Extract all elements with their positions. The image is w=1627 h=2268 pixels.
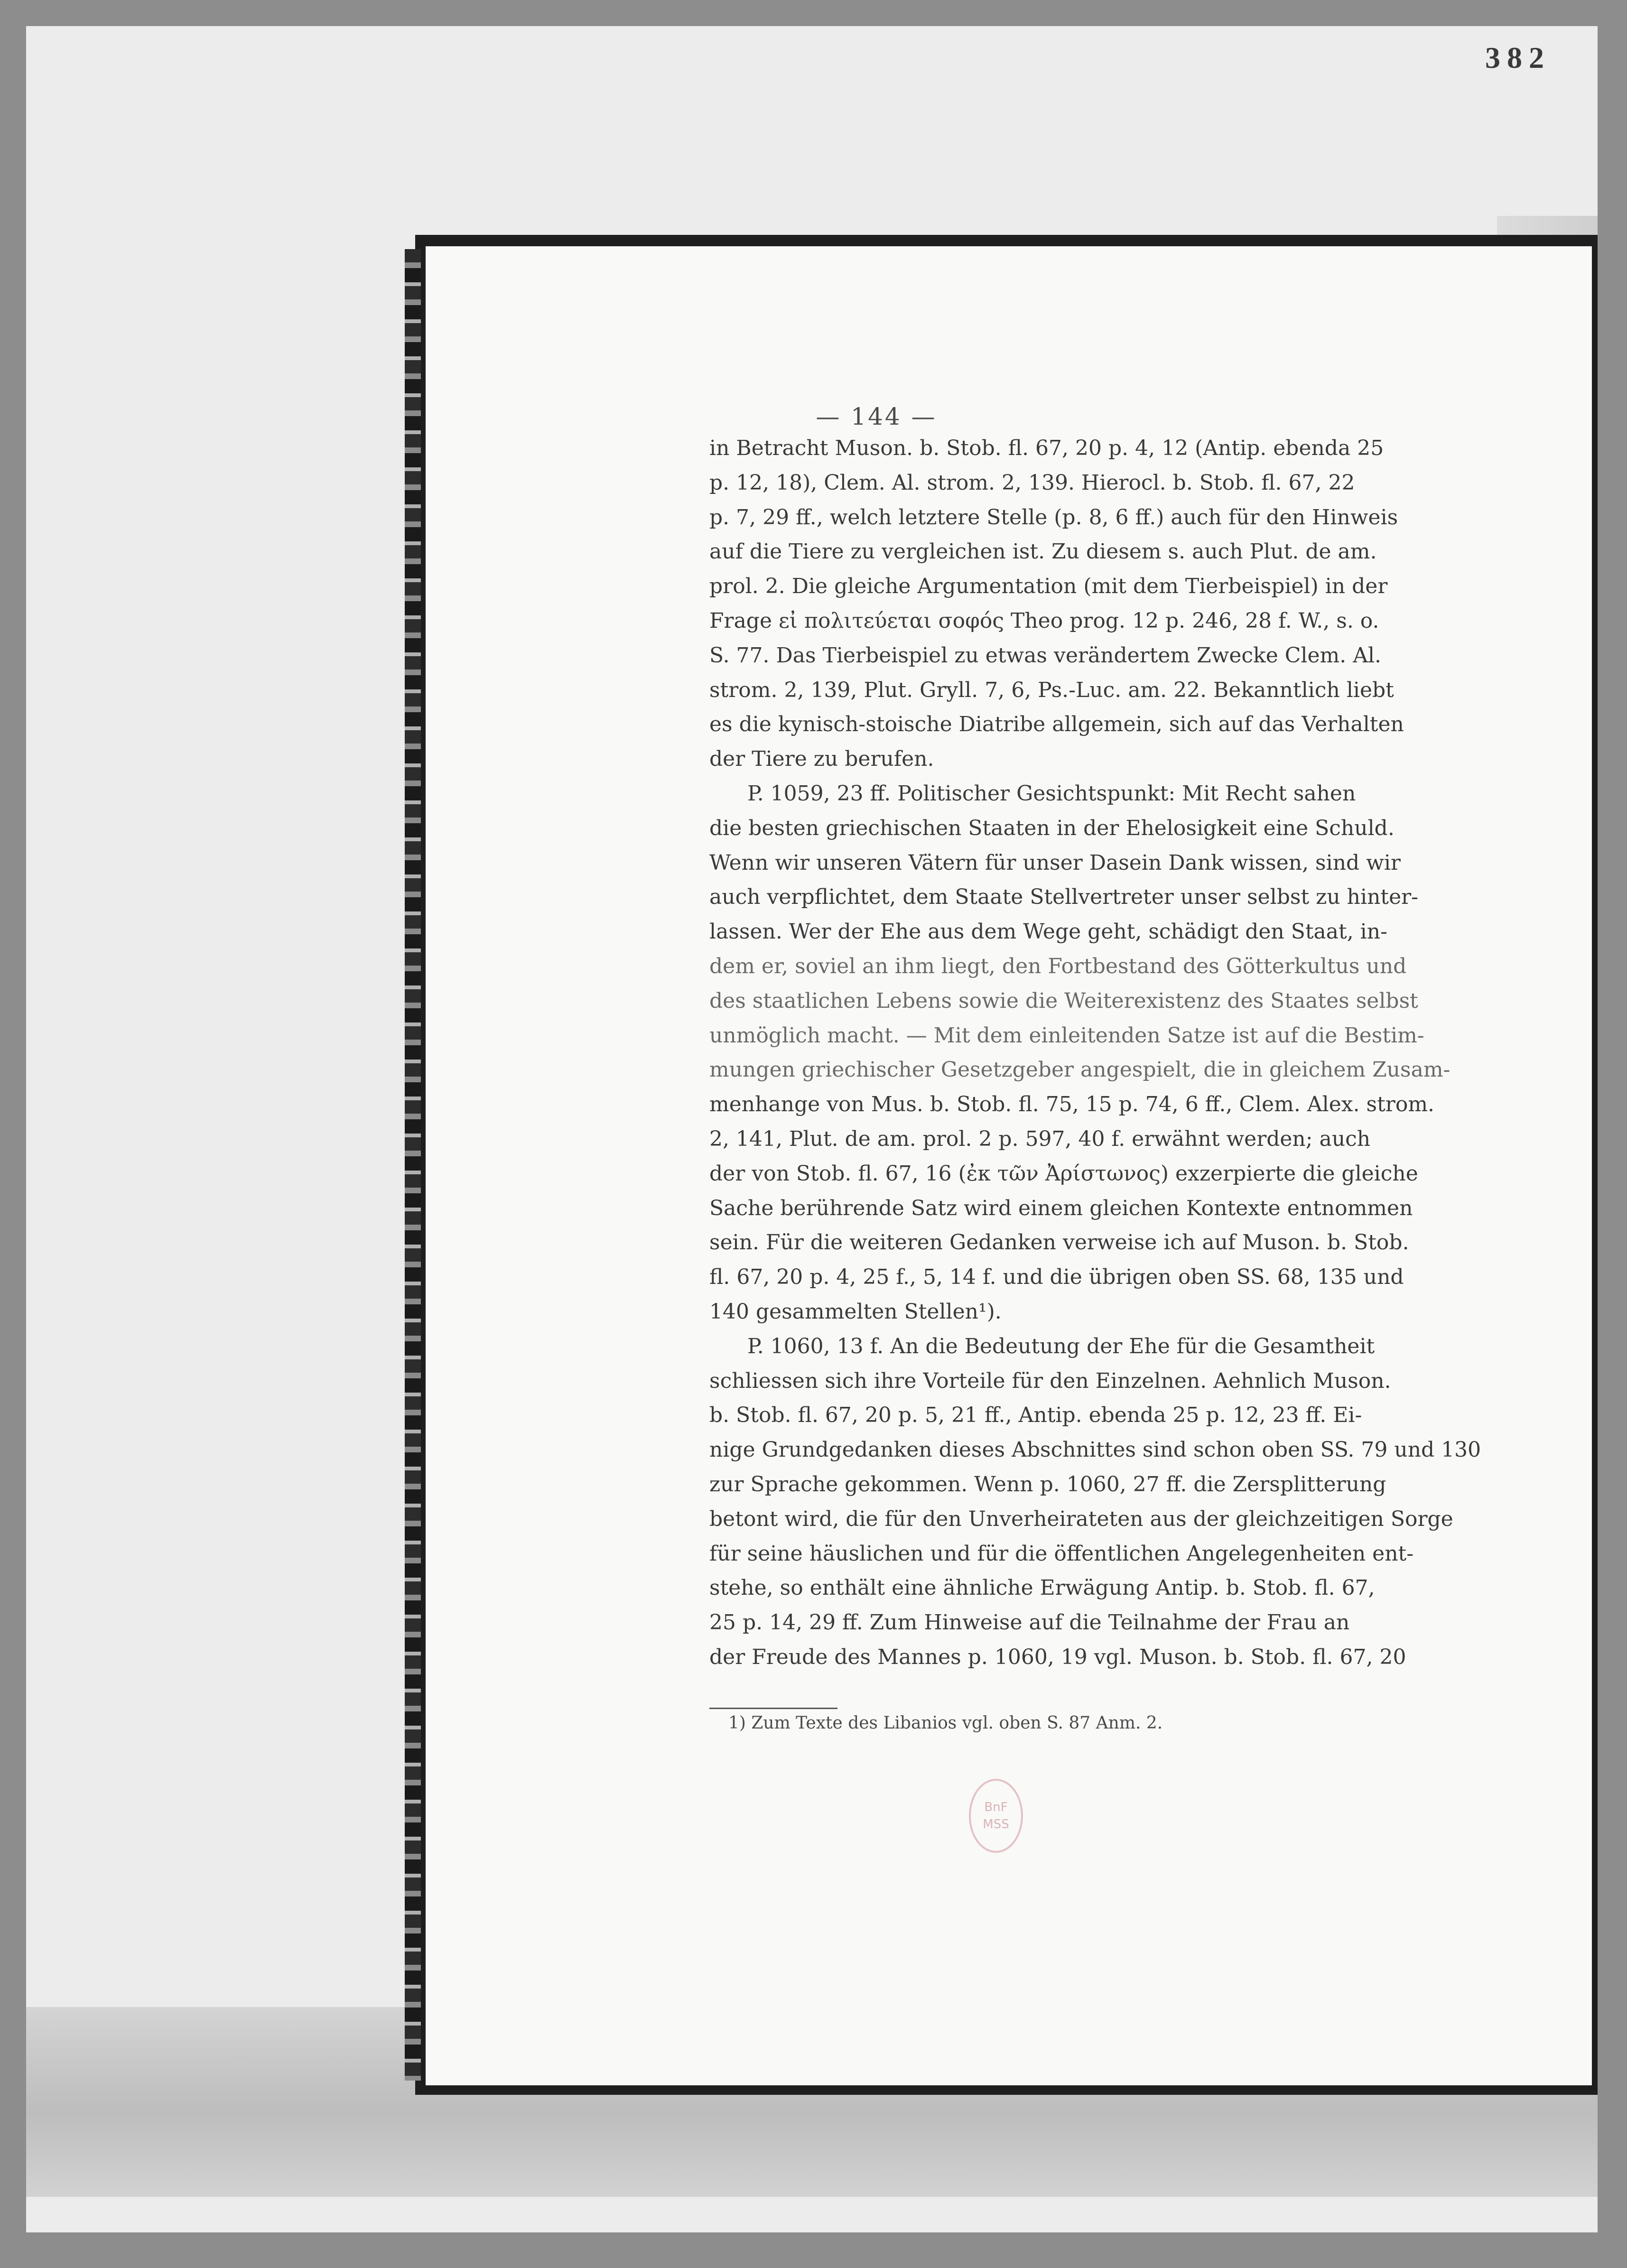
text-line: der von Stob. fl. 67, 16 (ἐκ τῶν Ἀρίστωνος) exzerpierte die gleiche [709, 1161, 1418, 1186]
text-line: die besten griechischen Staaten in der Ehelosigkeit eine Schuld. [709, 816, 1395, 840]
text-line: p. 12, 18), Clem. Al. strom. 2, 139. Hierocl. b. Stob. fl. 67, 22 [709, 470, 1355, 495]
footnote: 1) Zum Texte des Libanios vgl. oben S. 87 Anm. 2. [728, 1713, 1163, 1733]
text-line: Sache berührende Satz wird einem gleichen Kontexte entnommen [709, 1196, 1413, 1220]
paragraph-1 [709, 431, 1499, 777]
text-line: auf die Tiere zu vergleichen ist. Zu diesem s. auch Plut. de am. [709, 539, 1377, 564]
text-line: fl. 67, 20 p. 4, 25 f., 5, 14 f. und die übrigen oben SS. 68, 135 und [709, 1265, 1404, 1290]
text-line: Frage εἰ πολιτεύεται σοφός Theo prog. 12 p. 246, 28 f. W., s. o. [709, 608, 1379, 633]
text-line: für seine häuslichen und für die öffentlichen Angelegenheiten ent- [709, 1541, 1414, 1566]
text-line: nige Grundgedanken dieses Abschnittes sind schon oben SS. 79 und 130 [709, 1438, 1481, 1462]
text-line: dem er, soviel an ihm liegt, den Fortbestand des Götterkultus und [709, 954, 1407, 978]
text-line: in Betracht Muson. b. Stob. fl. 67, 20 p. 4, 12 (Antip. ebenda 25 [709, 436, 1384, 460]
text-line: 140 gesammelten Stellen¹). [709, 1299, 1002, 1324]
text-line: stehe, so enthält eine ähnliche Erwägung Antip. b. Stob. fl. 67, [709, 1576, 1375, 1600]
text-line: schliessen sich ihre Vorteile für den Einzelnen. Aehnlich Muson. [709, 1368, 1391, 1393]
body-text [709, 431, 1499, 1675]
text-line: betont wird, die für den Unverheirateten aus der gleichzeitigen Sorge [709, 1506, 1453, 1531]
text-line: mungen griechischer Gesetzgeber angespielt, die in gleichem Zusam- [709, 1058, 1450, 1082]
footnote-rule [709, 1708, 837, 1709]
text-line: 25 p. 14, 29 ff. Zum Hinweise auf die Teilnahme der Frau an [709, 1610, 1350, 1635]
text-line: S. 77. Das Tierbeispiel zu etwas verändertem Zwecke Clem. Al. [709, 643, 1382, 668]
text-line: es die kynisch-stoische Diatribe allgemein, sich auf das Verhalten [709, 712, 1404, 737]
text-line: strom. 2, 139, Plut. Gryll. 7, 6, Ps.-Luc. am. 22. Bekanntlich liebt [709, 678, 1394, 702]
text-line: sein. Für die weiteren Gedanken verweise ich auf Muson. b. Stob. [709, 1230, 1409, 1255]
text-line: auch verpflichtet, dem Staate Stellvertreter unser selbst zu hinter- [709, 885, 1419, 910]
folio-number: 382 [1485, 41, 1551, 74]
paragraph-2 [709, 777, 1499, 1329]
stamp-line: MSS [983, 1817, 1009, 1831]
text-line: zur Sprache gekommen. Wenn p. 1060, 27 ff. die Zersplitterung [709, 1472, 1386, 1497]
text-line: des staatlichen Lebens sowie die Weiterexistenz des Staates selbst [709, 988, 1418, 1013]
text-line: menhange von Mus. b. Stob. fl. 75, 15 p. 74, 6 ff., Clem. Alex. strom. [709, 1092, 1435, 1117]
text-line: P. 1059, 23 ff. Politischer Gesichtspunkt: Mit Recht sahen [747, 781, 1356, 806]
text-line: 2, 141, Plut. de am. prol. 2 p. 597, 40 f. erwähnt werden; auch [709, 1126, 1371, 1151]
page-number: — 144 — [816, 403, 937, 430]
printed-page [426, 246, 1592, 2085]
text-line: Wenn wir unseren Vätern für unser Dasein Dank wissen, sind wir [709, 850, 1401, 875]
text-line: der Freude des Mannes p. 1060, 19 vgl. Muson. b. Stob. fl. 67, 20 [709, 1645, 1406, 1669]
text-line: p. 7, 29 ff., welch letztere Stelle (p. 8, 6 ff.) auch für den Hinweis [709, 505, 1398, 530]
text-line: der Tiere zu berufen. [709, 747, 934, 771]
text-line: P. 1060, 13 f. An die Bedeutung der Ehe für die Gesamtheit [747, 1334, 1375, 1358]
stamp-line: BnF [984, 1800, 1008, 1814]
scan-sheet [26, 26, 1598, 2232]
paragraph-3 [709, 1329, 1499, 1675]
text-line: b. Stob. fl. 67, 20 p. 5, 21 ff., Antip. ebenda 25 p. 12, 23 ff. Ei- [709, 1403, 1362, 1428]
library-stamp [969, 1779, 1023, 1853]
text-line: lassen. Wer der Ehe aus dem Wege geht, schädigt den Staat, in- [709, 920, 1387, 944]
text-line: prol. 2. Die gleiche Argumentation (mit dem Tierbeispiel) in der [709, 574, 1388, 599]
photographed-page-frame [415, 235, 1598, 2095]
text-line: unmöglich macht. — Mit dem einleitenden Satze ist auf die Bestim- [709, 1023, 1424, 1048]
